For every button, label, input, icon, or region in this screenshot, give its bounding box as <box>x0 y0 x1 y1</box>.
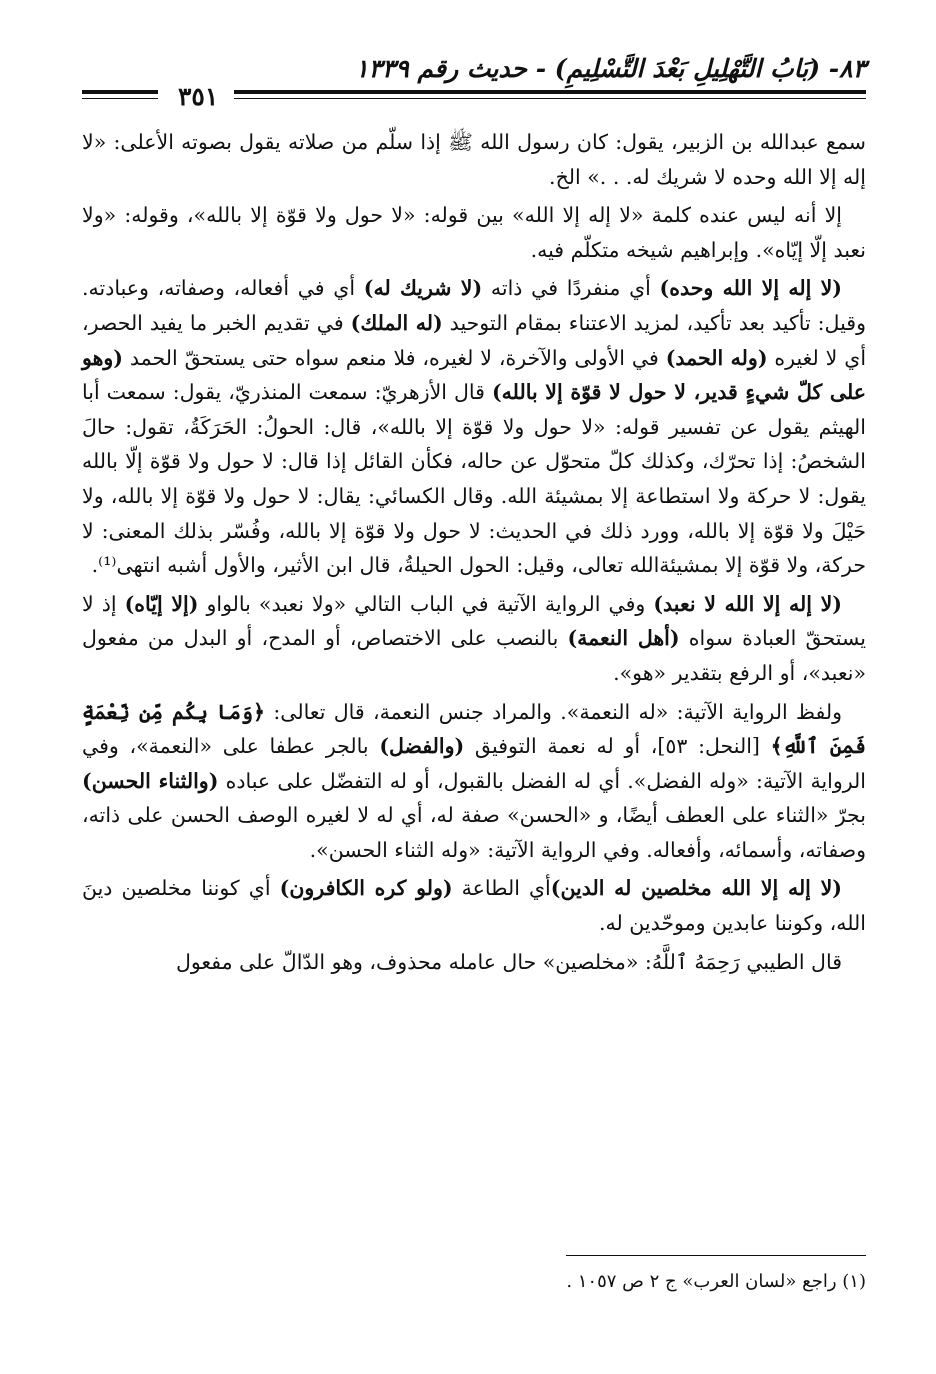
bold-phrase: (وهو على كلّ شيءٍ قدير، لا حول لا قوّة إلا بالله) <box>82 345 866 405</box>
text-run: في الأولى والآخرة، لا لغيره، فلا منعم سواه حتى يستحقّ الحمد <box>123 345 666 370</box>
text-run: في تقديم الخبر ما يفيد الحصر، أي لا لغيره <box>82 310 867 370</box>
text-run: أي الطاعة <box>452 876 551 901</box>
header-rule-left-thin <box>82 98 158 99</box>
text-run: أي في أفعاله، وصفاته، وعبادته. وقيل: تأكيد بعد تأكيد، لمزيد الاعتناء بمقام التوحيد <box>82 276 866 335</box>
text-run: بالجر عطفا على «النعمة»، وفي الرواية الآتية: «وله الفضل». أي له الفضل بالقبول، أو له التفضّل على عباده <box>82 734 866 793</box>
bold-phrase: (ولو كره الكافرون) <box>279 876 453 901</box>
bold-phrase: (لا شريك له) <box>363 276 483 301</box>
header-rule-left <box>82 90 158 94</box>
text-run: وفي الرواية الآتية في الباب التالي «ولا نعبد» بالواو <box>198 591 654 616</box>
header-rule-thin <box>234 98 866 99</box>
paragraph <box>82 271 866 582</box>
bold-phrase: (أهل النعمة) <box>567 626 680 651</box>
bold-phrase: (لا إله إلا الله مخلصين له الدين) <box>550 876 842 901</box>
text-run: ولفظ الرواية الآتية: «له النعمة». والمراد جنس النعمة، قال تعالى: <box>265 699 842 724</box>
text-run: إذ لا يستحقّ العبادة سواه <box>82 591 866 651</box>
text-run: بالنصب على الاختصاص، أو المدح، أو البدل من مفعول «نعبد»، أو الرفع بتقدير «هو». <box>82 626 866 685</box>
bold-phrase: (له الملك) <box>350 310 443 335</box>
footnote-separator <box>566 1255 866 1256</box>
bold-phrase: (إلا إيّاه) <box>124 591 199 616</box>
text-run: قال الأزهريّ: سمعت المنذريّ، يقول: سمعت أبا الهيثم يقول عن تفسير قوله: «لا حول ولا قوّة إلا بالله»، قال: الحولُ: الحَرَكَةُ، تقول: حالَ الشخصُ: إذا تحرّك، وكذلك كلّ متحوّل عن حاله، فكأن القائل إذا قال: لا حول ولا قوّة إلّا بالله يقول: لا حركة ولا استطاعة إلا بمشيئة الله. وقال الكسائي: يقال: لا حول ولا قوّة إلا بالله، ولا حَيْلَ ولا قوّة إلا بالله، وورد ذلك في الحديث: لا حول ولا قوّة إلا بالله، وفُسّر بذلك المعنى: لا حركة، ولا قوّة إلا بمشيئةالله تعالى، وقيل: الحول الحيلةُ، قال ابن الأثير، والأول أشبه انتهى⁽¹⁾. <box>82 380 866 578</box>
text-run: [النحل: ٥٣]، أو له نعمة التوفيق <box>464 734 771 759</box>
body-text <box>82 125 866 983</box>
bold-phrase: (وله الحمد) <box>665 345 768 370</box>
page-number: ٣٥١ <box>178 82 219 111</box>
text-run: قال الطيبي رَحِمَهُ ٱللَّهُ: «مخلصين» حال عامله محذوف، وهو الدّالّ على مفعول <box>175 949 842 974</box>
paragraph <box>82 125 866 194</box>
paragraph <box>82 871 866 940</box>
paragraph <box>82 945 866 980</box>
bold-phrase: (والثناء الحسن) <box>82 768 219 793</box>
page-header <box>82 54 866 114</box>
bold-phrase: (لا إله إلا الله لا نعبد) <box>653 591 842 616</box>
text-run: إلا أنه ليس عنده كلمة «لا إله إلا الله» بين قوله: «لا حول ولا قوّة إلا بالله»، وقوله: «ولا نعبد إلّا إيّاه». وإبراهيم شيخه متكلّم فيه. <box>82 203 866 262</box>
text-run: أي منفردًا في ذاته <box>482 276 660 301</box>
paragraph <box>82 695 866 868</box>
bold-phrase: ﴿وَمَا بِكُم مِّن نِّعْمَةٍ فَمِنَ ٱللَّهِ﴾ <box>82 699 866 759</box>
text-run: أي كوننا مخلصين دينَ الله، وكوننا عابدين وموحّدين له. <box>82 876 866 936</box>
text-run: سمع عبدالله بن الزبير، يقول: كان رسول الله ﷺ إذا سلّم من صلاته يقول بصوته الأعلى: «لا إله إلا الله وحده لا شريك له. . .» الخ. <box>82 130 866 189</box>
running-title: ٨٣- (بَابُ التَّهْلِيلِ بَعْدَ التَّسْلِيمِ) - حديث رقم ١٣٣٩ <box>355 54 866 83</box>
paragraph <box>82 198 866 267</box>
bold-phrase: (لا إله إلا الله وحده) <box>659 276 842 301</box>
text-run: بجرّ «الثناء على العطف أيضًا، و «الحسن» صفة له، أي له لا لغيره الوصف الحسن على ذاته، وصفاته، وأسمائه، وأفعاله. وفي الرواية الآتية: «وله الثناء الحسن». <box>82 803 866 862</box>
paragraph <box>82 587 866 691</box>
header-rule <box>234 90 866 94</box>
footnote: (١) راجع «لسان العرب» ج ٢ ص ١٠٥٧ . <box>566 1271 866 1292</box>
bold-phrase: (والفضل) <box>379 734 465 759</box>
